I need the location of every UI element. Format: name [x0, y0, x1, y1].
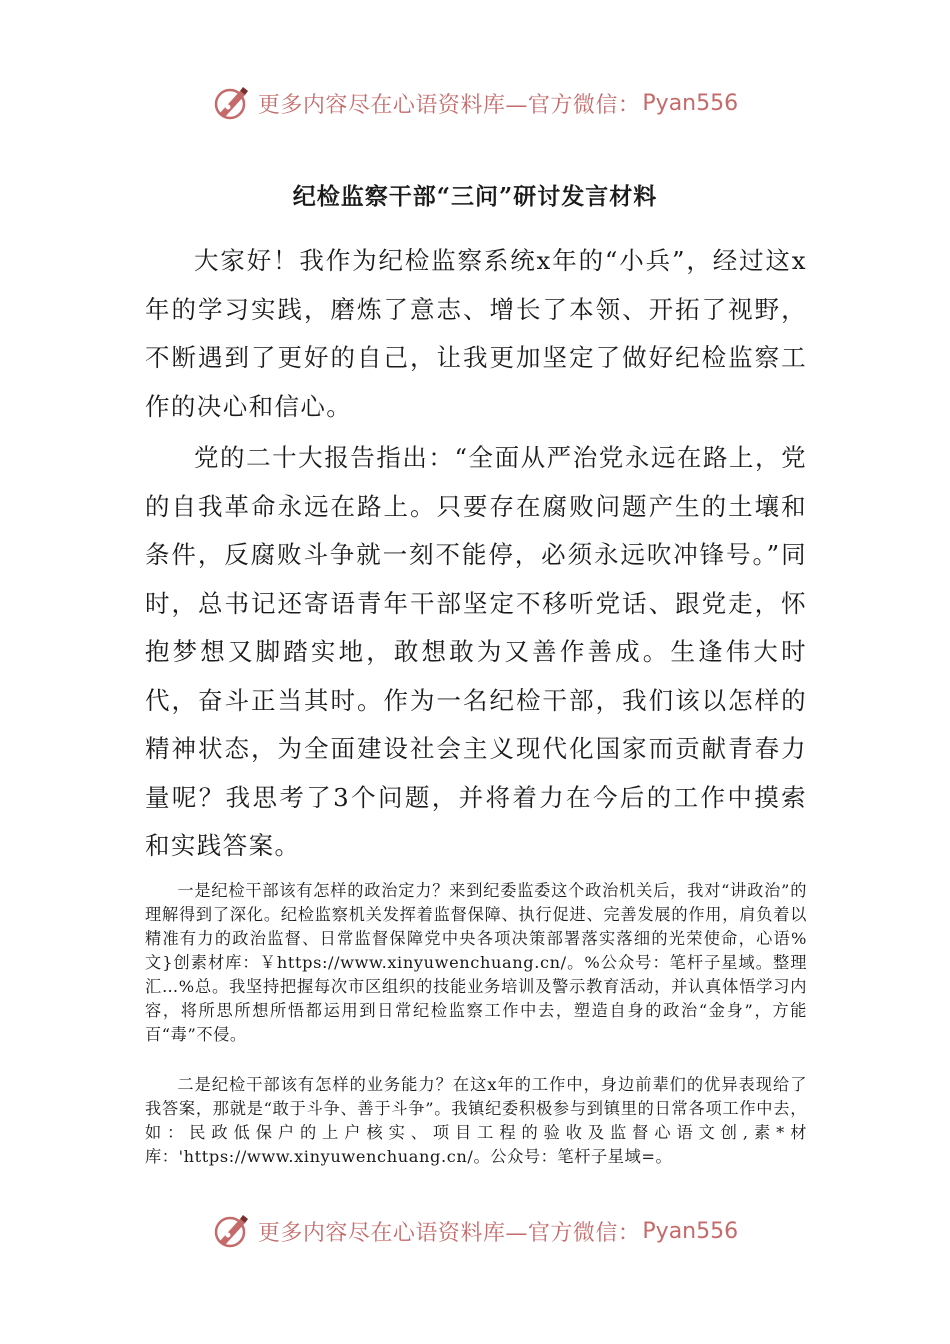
pen-circle-logo-icon	[212, 83, 252, 123]
paragraph-intro: 大家好！我作为纪检监察系统x年的“小兵”，经过这x年的学习实践，磨炼了意志、增长了本领、开拓了视野，不断遇到了更好的自己，让我更加坚定了做好纪检监察工作的决心和信心。	[145, 246, 807, 421]
footer-banner	[0, 1206, 950, 1256]
footer-banner-handle: Pyan556	[642, 1218, 739, 1244]
paragraph-report-quote: 党的二十大报告指出：“全面从严治党永远在路上，党的自我革命永远在路上。只要存在腐败问题产生的土壤和条件，反腐败斗争就一刻不能停，必须永远吹冲锋号。”同时，总书记还寄语青年干部坚定不移听党话、跟党走，怀抱梦想又脚踏实地，敢想敢为又善作善成。生逢伟大时代，奋斗正当其时。作为一名纪检干部，我们该以怎样的精神状态，为全面建设社会主义现代化国家而贡献青春力量呢？我思考了3个问题，并将着力在今后的工作中摸索和实践答案。	[145, 443, 807, 860]
document-title: 纪检监察干部“三问”研讨发言材料	[292, 183, 658, 210]
header-banner-text: 更多内容尽在心语资料库—官方微信：	[257, 92, 641, 118]
paragraph-question-one: 一是纪检干部该有怎样的政治定力？来到纪委监委这个政治机关后，我对“讲政治”的理解得到了深化。纪检监察机关发挥着监督保障、执行促进、完善发展的作用，肩负着以精准有力的政治监督、日常监督保障党中央各项决策部署落实落细的光荣使命，心语%文}创素材库：￥https://www.xinyuwenchuang.cn/。%公众号：笔杆子星域。整理汇…%总。我坚持把握每次市区组织的技能业务培训及警示教育活动，并认真体悟学习内容，将所思所想所悟都运用到日常纪检监察工作中去，塑造自身的政治“金身”，方能百“毒”不侵。	[145, 881, 807, 1044]
footer-banner-text: 更多内容尽在心语资料库—官方微信：	[257, 1220, 641, 1246]
header-banner	[0, 78, 950, 128]
pen-circle-logo-icon	[212, 1211, 252, 1251]
header-banner-handle: Pyan556	[642, 90, 739, 116]
paragraph-question-two: 二是纪检干部该有怎样的业务能力？在这x年的工作中，身边前辈们的优异表现给了我答案，那就是“敢于斗争、善于斗争”。我镇纪委积极参与到镇里的日常各项工作中去，如：民政低保户的上户核实、项目工程的验收及监督心语文创,素*材库：'https://www.xinyuwenchuang.cn/。公众号：笔杆子星域=。	[145, 1075, 807, 1166]
